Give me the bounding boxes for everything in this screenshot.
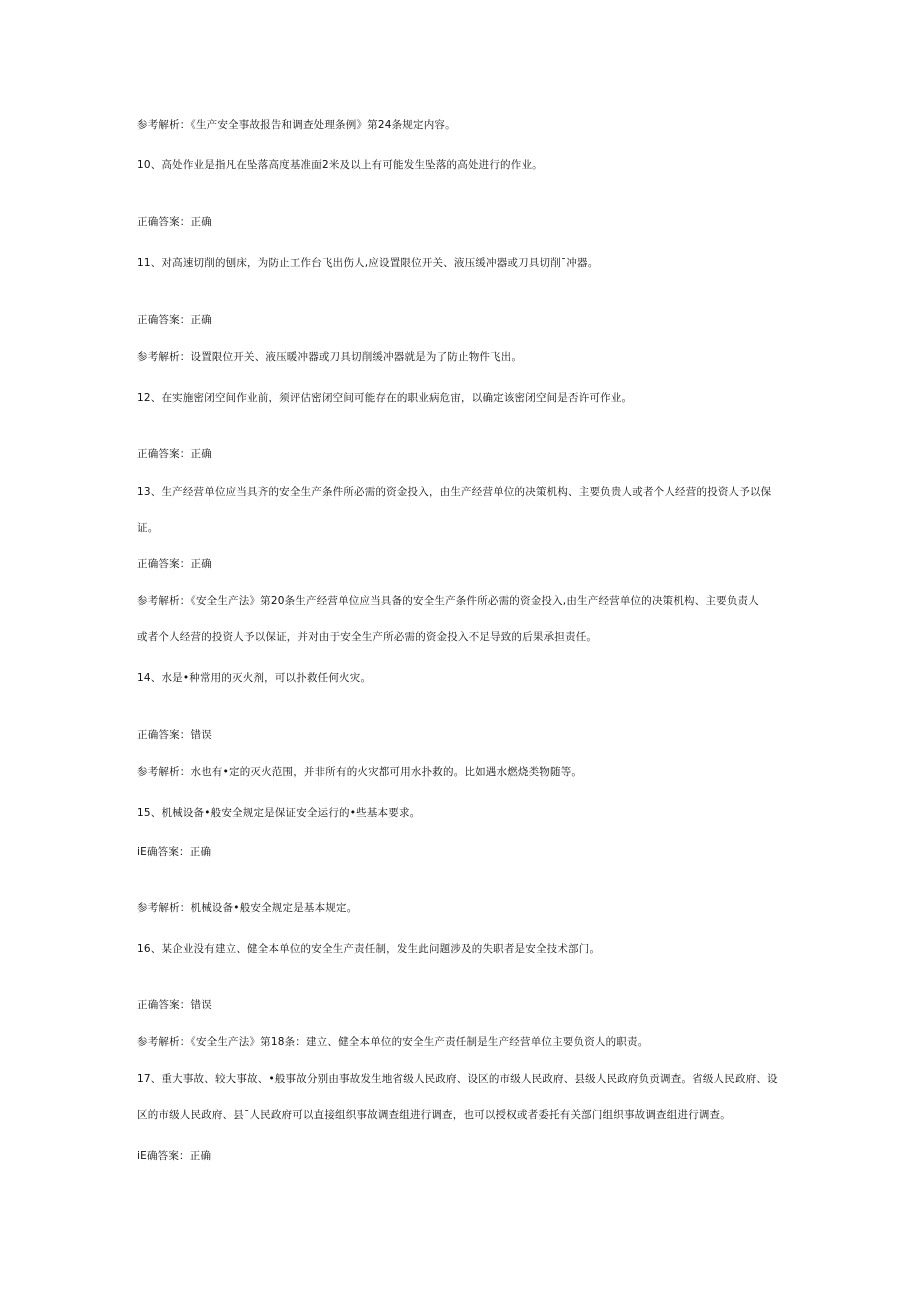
question-16: 16、某企业没有建立、健全本单位的安全生产责任制，发生此问题涉及的失职者是安全技术部门。 — [137, 943, 601, 955]
explanation-13-continued: 或者个人经营的投资人予以保证，并对由于安全生产所必需的资金投入不足导致的后果承担责任。 — [137, 631, 598, 643]
answer-11: 正确答案：正确 — [137, 314, 212, 326]
answer-12: 正确答案：正确 — [137, 448, 212, 460]
question-17-continued: 区的市级人民政府、县¯人民政府可以直接组织事故调查组进行调查，也可以授权或者委托有关部门组织事故调查组进行调查。 — [137, 1109, 731, 1121]
answer-17: iE确答案：正确 — [137, 1150, 212, 1162]
explanation-11: 参考解析：设置限位开关、液压暖冲器或刀具切削缓冲器就是为了防止物件飞出。 — [137, 351, 523, 363]
explanation-14: 参考解析：水也有•定的灭火范围，并非所有的火灾都可用水扑救的。比如遇水燃烧类物随等。 — [137, 766, 583, 778]
question-17: 17、重大事故、较大事故、•般事故分别由事故发生地省级人民政府、设区的市级人民政府、县级人民政府负贡调查。省级人民政府、设 — [137, 1073, 778, 1085]
answer-14: 正确答案：错误 — [137, 729, 212, 741]
question-12: 12、在实施密闭空间作业前，须评估密闭空间可能存在的职业病危宙，以确定该密闭空间是否许可作业。 — [137, 392, 633, 404]
question-14: 14、水是•种常用的灭火剂，可以扑救任何火灾。 — [137, 672, 372, 684]
question-13: 13、生产经营单位应当具齐的安全生产条件所必需的资金投入，由生产经营单位的决策机构、主要负贵人或者个人经营的投资人予以保 — [137, 486, 772, 498]
question-11: 11、对高速切削的刨床，为防止工作台飞出伤人,应设置限位开关、液压缓冲器或刀具切削¯冲器。 — [137, 257, 599, 269]
explanation-15: 参考解析：机械设备•般安全规定是基本规定。 — [137, 902, 358, 914]
answer-13: 正确答案：正确 — [137, 558, 212, 570]
question-13-continued: 证。 — [137, 522, 159, 534]
explanation-13: 参考解析：《安全生产法》第20条生产经营单位应当具备的安全生产条件所必需的资金投入,由生产经营单位的决策机构、主要负责人 — [137, 595, 759, 607]
answer-15: iE确答案：正确 — [137, 846, 212, 858]
answer-16: 正确答案：错误 — [137, 999, 212, 1011]
explanation-text: 参考解析：《生产安全事故报告和调查处理条例》第24条规定内容。 — [137, 119, 456, 131]
explanation-16: 参考解析：《安全生产法》第18条：建立、健全本单位的安全生产责任制是生产经营单位主要负资人的职责。 — [137, 1036, 649, 1048]
question-15: 15、机械设备•般安全规定是保证安全运行的•些基本要求。 — [137, 807, 421, 819]
question-10: 10、高处作业是指凡在坠落高度基准面2米及以上有可能发生坠落的高处进行的作业。 — [137, 159, 543, 171]
answer-10: 正确答案：正确 — [137, 216, 212, 228]
